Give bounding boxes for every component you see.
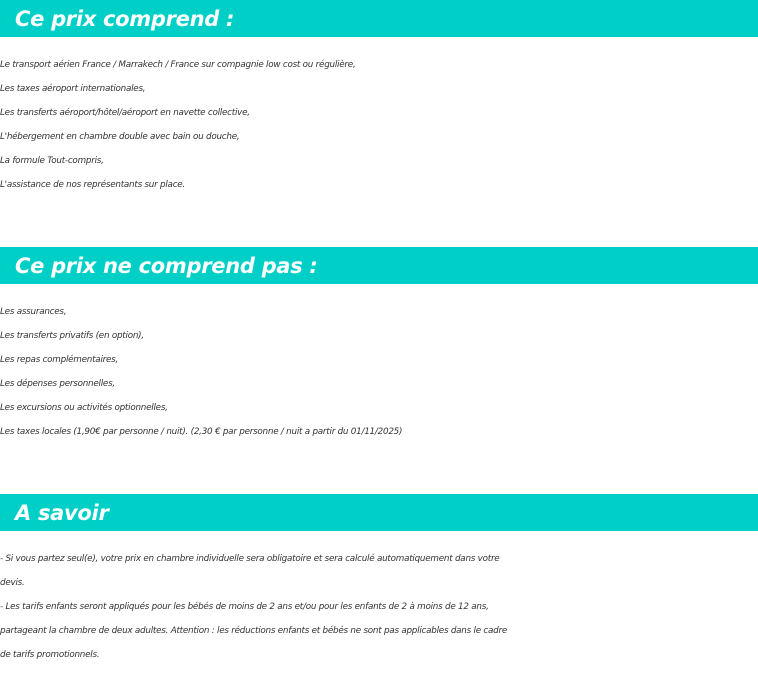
info-paragraph-solo — [0, 547, 758, 595]
info-body — [0, 531, 758, 667]
info-paragraph-children — [0, 595, 758, 667]
excludes-title: Ce prix ne comprend pas : — [15, 253, 318, 278]
includes-list — [0, 37, 758, 197]
includes-item: L'assistance de nos représentants sur place. — [0, 180, 185, 190]
excludes-section — [0, 247, 758, 444]
info-line: partageant la chambre de deux adultes. Attention : les réductions enfants et bébés ne sont pas applicables dans le cadre — [0, 626, 507, 636]
info-section — [0, 494, 758, 667]
includes-item: Les taxes aéroport internationales, — [0, 84, 146, 94]
info-line: - Les tarifs enfants seront appliqués pour les bébés de moins de 2 ans et/ou pour les enfants de 2 à moins de 12 ans, — [0, 602, 489, 612]
includes-item: Les transferts aéroport/hôtel/aéroport en navette collective, — [0, 108, 250, 118]
includes-item: Le transport aérien France / Marrakech / France sur compagnie low cost ou régulière, — [0, 60, 356, 70]
includes-item: La formule Tout-compris, — [0, 156, 104, 166]
excludes-list — [0, 284, 758, 444]
excludes-item: Les assurances, — [0, 307, 67, 317]
includes-section — [0, 0, 758, 197]
excludes-item: Les taxes locales (1,90€ par personne / nuit). (2,30 € par personne / nuit a partir du 01/11/2025) — [0, 427, 403, 437]
includes-item: L'hébergement en chambre double avec bain ou douche, — [0, 132, 240, 142]
includes-header — [0, 0, 758, 37]
excludes-item: Les excursions ou activités optionnelles, — [0, 403, 168, 413]
info-header — [0, 494, 758, 531]
info-title: A savoir — [15, 500, 109, 525]
excludes-item: Les transferts privatifs (en option), — [0, 331, 144, 341]
info-line: - Si vous partez seul(e), votre prix en chambre individuelle sera obligatoire et sera calculé automatiquement dans votre — [0, 554, 500, 564]
includes-title: Ce prix comprend : — [15, 6, 235, 31]
excludes-header — [0, 247, 758, 284]
excludes-item: Les dépenses personnelles, — [0, 379, 115, 389]
info-line: devis. — [0, 578, 25, 588]
info-line: de tarifs promotionnels. — [0, 650, 100, 660]
excludes-item: Les repas complémentaires, — [0, 355, 119, 365]
